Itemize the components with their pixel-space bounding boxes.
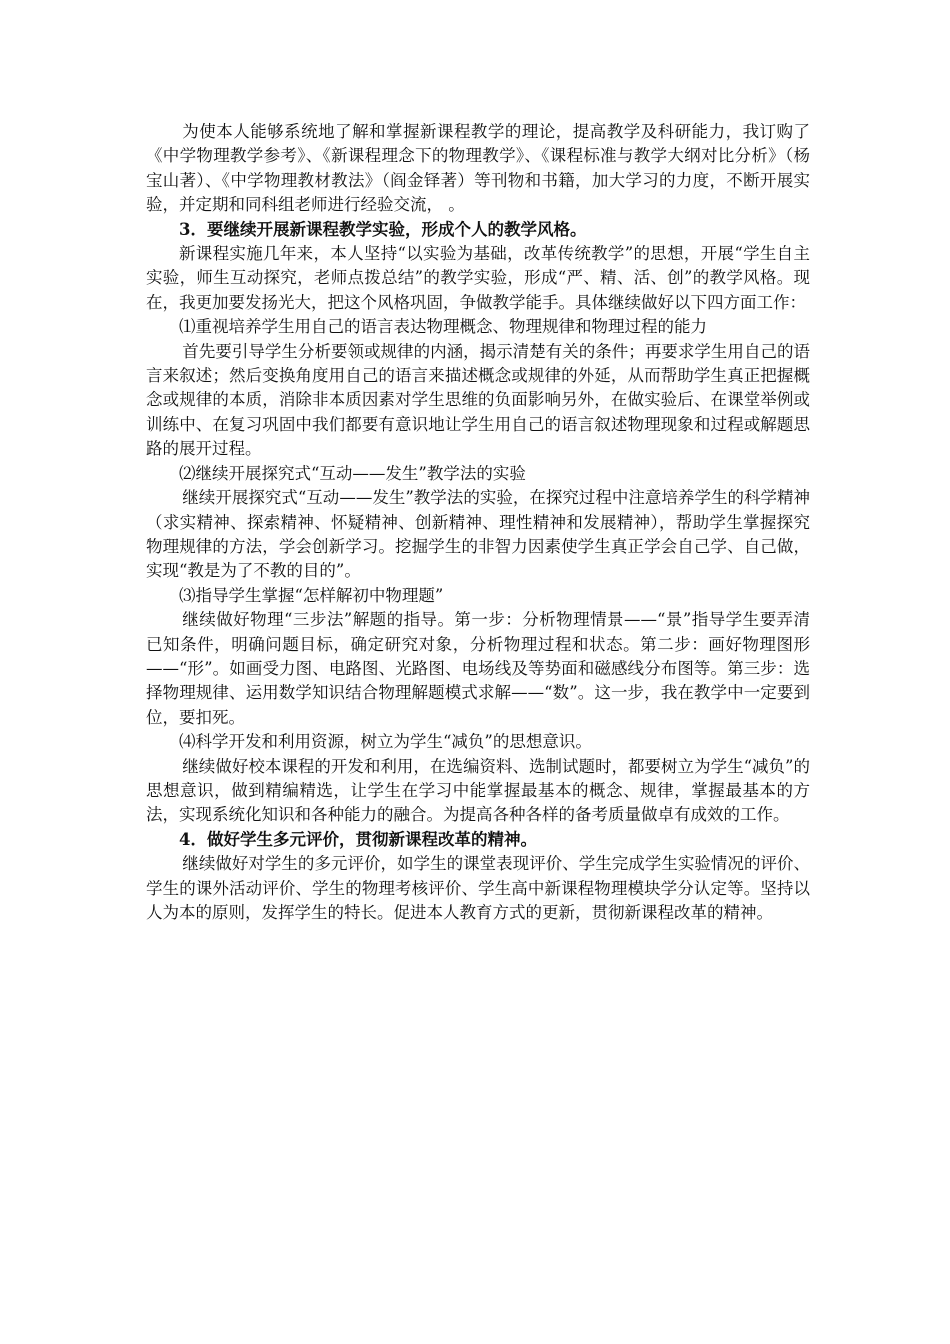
- heading-section-4: 4．做好学生多元评价，贯彻新课程改革的精神。: [179, 829, 537, 849]
- paragraph-item-4-body: 继续做好校本课程的开发和利用，在选编资料、选制试题时，都要树立为学生“减负”的思想意识，做到精编精选，让学生在学习中能掌握最基本的概念、规律，掌握最基本的方法，实现系统化知识和各种能力的融合。为提高各种各样的备考质量做卓有成效的工作。: [146, 756, 810, 825]
- list-item-3: ⑶指导学生掌握“怎样解初中物理题”: [179, 585, 444, 605]
- list-item-4: ⑷科学开发和利用资源，树立为学生“减负”的思想意识。: [179, 732, 592, 752]
- paragraph-evaluation: 继续做好对学生的多元评价，如学生的课堂表现评价、学生完成学生实验情况的评价、学生的课外活动评价、学生的物理考核评价、学生高中新课程物理模块学分认定等。坚持以人为本的原则，发挥学生的特长。促进本人教育方式的更新，贯彻新课程改革的精神。: [146, 854, 810, 922]
- list-item-2: ⑵继续开展探究式“互动——发生”教学法的实验: [179, 463, 526, 483]
- paragraph-item-3-body: 继续做好物理“三步法”解题的指导。第一步：分析物理情景——“景”指导学生要弄清已知条件，明确问题目标，确定研究对象，分析物理过程和状态。第二步：画好物理图形——“形”。如画受力图、电路图、光路图、电场线及等势面和磁感线分布图等。第三步：选择物理规律、运用数学知识结合物理解题模式求解——“数”。这一步，我在教学中一定要到位，要扣死。: [146, 610, 810, 727]
- document-body: [146, 120, 810, 925]
- heading-section-3: 3．要继续开展新课程教学实验，形成个人的教学风格。: [179, 219, 587, 239]
- paragraph-teaching-style: 新课程实施几年来，本人坚持“以实验为基础，改革传统教学”的思想，开展“学生自主实验，师生互动探究，老师点拨总结”的教学实验，形成“严、精、活、创”的教学风格。现在，我更加要发扬光大，把这个风格巩固，争做教学能手。具体继续做好以下四方面工作：: [146, 244, 810, 312]
- paragraph-self-study: 为使本人能够系统地了解和掌握新课程教学的理论，提高教学及科研能力，我订购了《中学物理教学参考》、《新课程理念下的物理教学》、《课程标准与教学大纲对比分析》（杨宝山著）、《中学物理教材教法》（阎金铎著）等刊物和书籍，加大学习的力度，不断开展实验，并定期和同科组老师进行经验交流， 。: [146, 122, 810, 215]
- paragraph-item-1-body: 首先要引导学生分析要领或规律的内涵，揭示清楚有关的条件；再要求学生用自己的语言来叙述；然后变换角度用自己的语言来描述概念或规律的外延，从而帮助学生真正把握概念或规律的本质，消除非本质因素对学生思维的负面影响另外，在做实验后、在课堂举例或训练中、在复习巩固中我们都要有意识地让学生用自己的语言叙述物理现象和过程或解题思路的展开过程。: [146, 341, 810, 459]
- paragraph-item-2-body: 继续开展探究式“互动——发生”教学法的实验，在探究过程中注意培养学生的科学精神（求实精神、探索精神、怀疑精神、创新精神、理性精神和发展精神），帮助学生掌握探究物理规律的方法，学会创新学习。挖掘学生的非智力因素使学生真正学会自己学、自己做，实现“教是为了不教的目的”。: [146, 488, 810, 581]
- list-item-1: ⑴重视培养学生用自己的语言表达物理概念、物理规律和物理过程的能力: [179, 317, 707, 337]
